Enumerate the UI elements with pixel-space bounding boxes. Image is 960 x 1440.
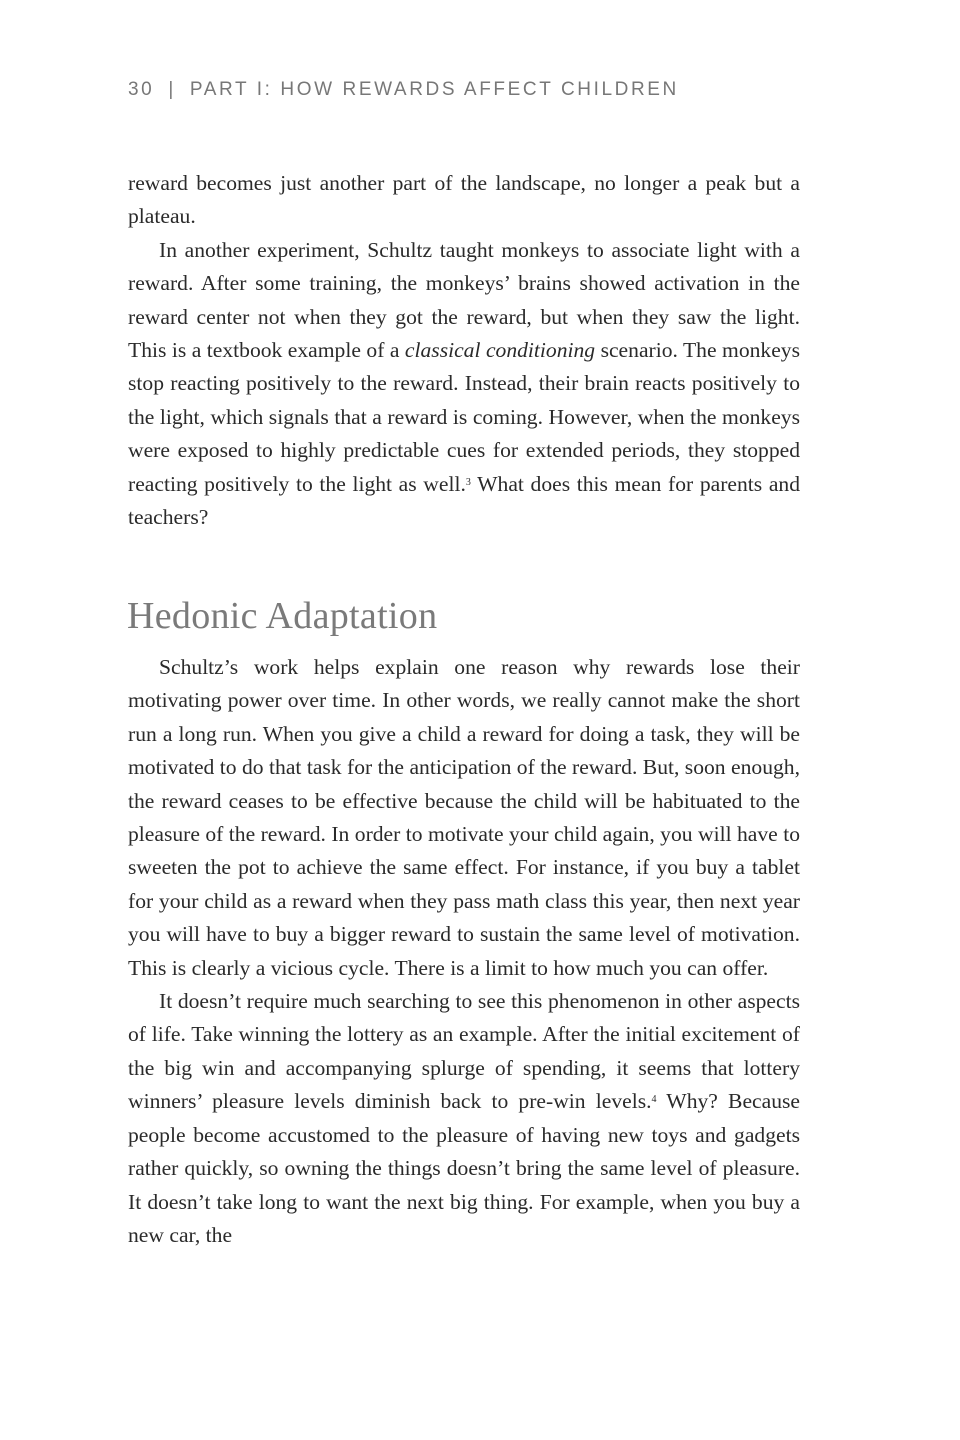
paragraph-schultz-monkeys bbox=[128, 234, 800, 535]
paragraph-text: What does this mean for parents and teachers? bbox=[128, 471, 800, 530]
italic-term: classical conditioning bbox=[404, 338, 596, 363]
body-text-bottom bbox=[128, 651, 800, 1252]
paragraph-text: It doesn’t require much searching to see this phenomenon in other aspects of life. Take winning the lottery as an example. After the initial excitement of the big win and accompanying splurge of spending, it seems that lottery winners’ pleasure levels diminish back to pre-win levels. bbox=[128, 989, 800, 1114]
paragraph-text: Why? Because people become accustomed to the pleasure of having new toys and gadgets rather quickly, so owning the things doesn’t bring the same level of pleasure. It doesn’t take long to want the next big thing. For example, when you buy a new car, the bbox=[128, 1089, 800, 1247]
footnote-marker[interactable]: 4 bbox=[651, 1094, 657, 1106]
footnote-marker[interactable]: 3 bbox=[465, 476, 471, 488]
section-heading: Hedonic Adaptation bbox=[127, 595, 438, 637]
part-title: PART I: HOW REWARDS AFFECT CHILDREN bbox=[189, 79, 679, 100]
paragraph-hedonic-explanation: Schultz’s work helps explain one reason why rewards lose their motivating power over time. In other words, we really cannot make the short run a long run. When you give a child a reward for doing a task, they will be motivated to do that task for the anticipation of the reward. But, soon enough, the reward ceases to be effective because the child will be habituated to the pleasure of the reward. In order to motivate your child again, you will have to sweeten the pot to achieve the same effect. For instance, if you buy a tablet for your child as a reward when they pass math class this year, then next year you will have to buy a bigger reward to sustain the same level of motivation. This is clearly a vicious cycle. There is a limit to how much you can offer. bbox=[128, 655, 800, 980]
paragraph-text: In another experiment, Schultz taught monkeys to associate light with a reward. After some training, the monkeys’ brains showed activation in the reward center not when they got the reward, but when they saw the light. This is a textbook example of a bbox=[128, 237, 800, 363]
page-number: 30 bbox=[128, 79, 155, 100]
paragraph-lottery-example bbox=[128, 985, 800, 1252]
body-text-top bbox=[128, 167, 800, 534]
paragraph-text: scenario. The monkeys stop reacting positively to the reward. Instead, their brain reacts positively to the light, which signals that a reward is coming. However, when the monkeys were exposed to highly predictable cues for extended periods, they stopped reacting positively to the light as well. bbox=[128, 338, 800, 496]
paragraph-continuation: reward becomes just another part of the landscape, no longer a peak but a plateau. bbox=[128, 171, 800, 229]
running-head-separator: | bbox=[168, 79, 176, 100]
running-head bbox=[128, 79, 679, 101]
